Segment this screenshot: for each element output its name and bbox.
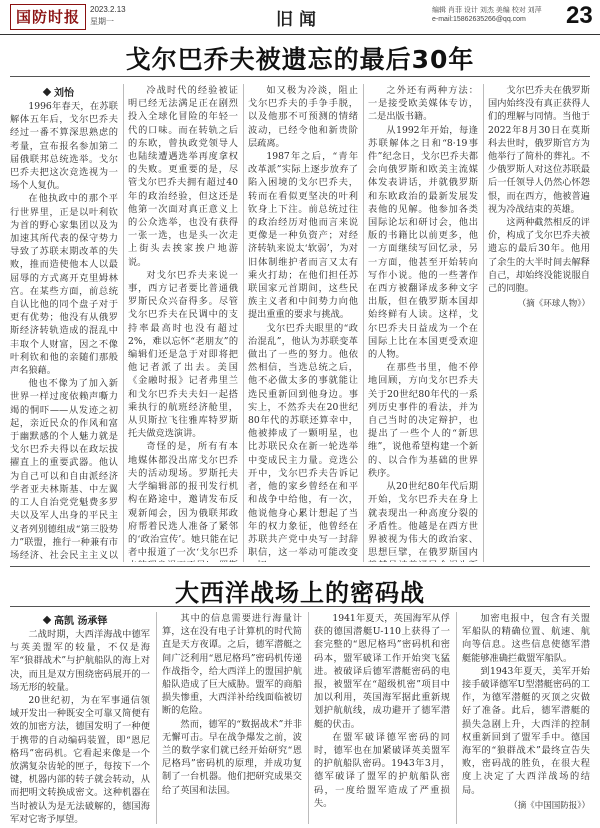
byline-diamond-icon <box>43 616 51 624</box>
page-number: 23 <box>566 2 593 29</box>
article2-byline <box>44 612 107 627</box>
article2-column-2 <box>162 612 302 824</box>
byline-diamond-icon <box>43 88 51 96</box>
article1-title-rule <box>10 76 590 77</box>
editors-credit: 编辑 肖菲 设计 刘杰 美编 校对 刘萍 <box>432 7 542 14</box>
paragraph: 然而，德军的“数据战术”并非无懈可击。早在战争爆发之前，波兰的数学家们就已经开始研究“恩尼格玛”密码机的原理，并成功复制了一台机器。他们把研究成果交给了英国和法国。 <box>162 718 302 796</box>
article2-title-rule <box>10 606 590 607</box>
section-name: 旧闻 <box>276 10 322 30</box>
paragraph: 对戈尔巴乔夫来说一事，西方记者要比普通俄罗斯民众兴奋得多。尽管戈尔巴乔夫在民调中的支持率最高时也没有超过2%，难以忘怀“老朋友”的编辑们还是急于对即将把他记者派了出去。美国《金融时报》记者弗里兰和戈尔巴乔夫夫妇一起搭乘执行的航班经济舱里，从贝斯拉飞往雅库特罗斯托夫做竞选演讲。 <box>128 269 238 440</box>
paragraph: 1987年之后，“青年改革派”实际上逐步放弃了陷入困境的戈尔巴乔夫，转而在看似更坚决的叶利钦身上下注。前总统过往的政治经历对他而言来说更像是一种负资产；对经济转轨来说太‘软弱’，为对旧体制维护者而言又太有乘火打劫；在他们担任苏联国家元首期间，这些民族主义者和中间势力向他提出重重的要求与挑战。 <box>248 151 358 321</box>
paragraph: 到1943年夏天，美军开始接手破译德军U型潜艇密码的工作，为德军潜艇的灭顶之灾做好了准备。此后，德军潜艇的损失急剧上升，大西洋的控制权重新回到了盟军手中。德国海军的“狼群战术”最终宣告失败，密码战的胜负，在很大程度上决定了大西洋战场的结局。 <box>462 665 590 796</box>
column-divider <box>243 84 244 562</box>
contact-email: e-mail:15862635266@qq.com <box>432 16 526 23</box>
article2-source: （摘《中国国防报》） <box>509 800 590 811</box>
article2-column-3 <box>314 612 450 824</box>
paragraph: 20世纪初，为在军事通信领域开发出一种既安全可靠又简便有效的加密方法，德国发明了一种便于携带的自动编码装置，即“恩尼格玛”密码机。它看起来像是一个放满复杂齿轮的匣子，每按下一个键，机器内部的转子就会转动，从而把明文转换成密文。这种机器在当时被认为是无法破解的，德国海军对它寄予厚望。 <box>10 695 150 824</box>
paragraph: 1996年春天，在苏联解体五年后，戈尔巴乔夫经过一番不算深思熟虑的考量，宣布报名参加第二届俄联邦总统选举。戈尔巴乔夫把这次竞选视为一场个人复仇。 <box>10 101 118 192</box>
issue-date: 2023.2.13 <box>90 5 126 14</box>
article1-column-4 <box>368 84 478 562</box>
paragraph: 戈尔巴乔夫眼里的“政治混乱”，他认为苏联变革做出了一些的努力。他依然相信，当选总统之后，他不必做太多的事就能让选民重新回到他身边。事实上，不然乔夫在20世纪80年代的苏联还算幸中，他被捧成了一颗明星，也比苏联民众在新一轮选举中变成民主力量。竞选公开中，戈尔巴乔夫告诉记者，他的家乡曾经在和平和战争中给他，有一次，他说他身心累计想起了当年的权力象征，他曾经在苏联共产党中央写一封辞职信，这一举动可能改变 <box>248 322 358 559</box>
paragraph: 奇怪的是，所有有本地媒体都没出席戈尔巴乔夫的活动现场。罗斯托夫大学编辑部的报刊发行机构在路途中，邀请发布反观新闻会，因为俄联邦政府帮着民选人准备了紧邻的‘政治宣传’。她只能在记者中报道了一次‘戈尔巴乔 <box>128 441 238 559</box>
column-divider <box>363 84 364 562</box>
article1-column-2 <box>128 84 238 562</box>
paragraph: 之外还有两种方法：一是接受欧美媒体专访，二是出版书籍。 <box>368 85 478 123</box>
paragraph: 加密电报中，包含有关盟军船队的精确位置、航速、航向等信息。这些信息使德军潜艇能够准确拦截盟军船队。 <box>462 613 590 664</box>
column-divider <box>456 612 457 824</box>
paragraph: 1941年夏天，英国海军从俘获的德国潜艇U-110上获得了一套完整的“恩尼格玛”密码机和密码本，盟军破译工作开始突飞猛进。被破译后德军潜艇密码的电报，被盟军在“超级机密”项目中加以利用，英国海军据此重新规划护航航线，成功避开了德军潜艇的伏击。 <box>314 613 450 730</box>
newspaper-logo: 国防时报 <box>10 4 86 30</box>
paragraph: 这两种截然相反的评价，构成了戈尔巴乔夫被遗忘的最后30年。他用了余生的大半时间去解释自己，却始终没能说服自己的同胞。 <box>488 217 590 295</box>
article2-column-1 <box>10 628 150 824</box>
article1-source: （摘《环球人物》） <box>517 299 590 310</box>
paragraph: 在盟军破译德军密码的同时，德军也在加紧破译英美盟军的护航船队密码。1943年3月，德军破译了盟军的护航船队密码，一度给盟军造成了严重损失。 <box>314 731 450 809</box>
article1-column-3 <box>248 84 358 562</box>
column-divider <box>123 84 124 562</box>
paragraph: 他也不像为了加入新世界一样过度依赖声嘶力竭的恫吓——从发迹之初起，亲近民众的作风和富于幽默感的个人魅力就是戈尔巴乔夫得以在政坛拔擢直上的重要武器。他认为自己可以和自由派经济学者亚夫林斯基、中左翼的工人自治党党魁费多罗夫以及军人出身的平民主义者列别德组成“第三股势力”联盟，推行一种兼有市场经济、社会民主主义以 <box>10 378 118 561</box>
column-divider <box>483 84 484 562</box>
article1-column-5 <box>488 84 590 562</box>
article1-author: 刘怡 <box>54 88 74 99</box>
paragraph: 其中的信息需要进行海量计算，这在没有电子计算机的时代简直是天方夜谭。之后，德军潜艇之间广泛利用“恩尼格玛”密码机传递作战指令，给大西洋上的盟国护航船队造成了巨大威胁。盟军的商船损失惨重，大西洋补给线面临被切断的危险。 <box>162 613 302 717</box>
article1-title: 戈尔巴乔夫被遗忘的最后30年 <box>125 45 475 74</box>
issue-weekday: 星期一 <box>90 17 114 26</box>
paragraph: 从1992年开始，每逢苏联解体之日和“8·19事件”纪念日，戈尔巴乔夫都会向俄罗斯和欧美主流媒体发表讲话，并就俄罗斯和东欧政治的最新发展发表他的见解。他参加各类国际论坛和研讨会，他出版的书籍比以前更多，他一方面继续写回忆录，另一方面，他甚至开始转向写作小说。他的一些著作在西方被翻译成多种文字出版，但在俄罗斯本国却始终鲜有人读。这样，戈尔巴乔夫日益成为一个在国际上比在本国更受欢迎的人物。 <box>368 124 478 361</box>
article1-column-1 <box>10 100 118 562</box>
paragraph: 戈尔巴乔夫在俄罗斯国内始终没有真正获得人们的理解与同情。当他于2022年8月30日在莫斯科去世时，俄罗斯官方为他举行了简朴的葬礼。不少俄罗斯人对这位苏联最后一任领导人仍然心怀怨恨，而在西方，他被普遍视为冷战结束的英雄。 <box>488 85 590 215</box>
paragraph: 从20世纪80年代后期开始，戈尔巴乔夫在身上就表现出一种高度分裂的矛盾性。他越是在西方世界被视为伟大的政治家、思想巨擘，在俄罗斯国内 <box>368 481 478 559</box>
article2-author: 高凯 汤承铎 <box>54 616 108 627</box>
paragraph: 在那些书里，他不停地回顾，方向戈尔巴乔夫关于20世纪80年代的一系列历史事件的看法，并为自己当时的决定辩护，也提出了一些个人的“新思维”，说他希望构建一个新的、以合作为基础的世界秩序。 <box>368 362 478 479</box>
paragraph: 如又极为冷淡，阻止戈尔巴乔夫的手争手脱，以及他那不可预测的情绪波动，已经令他和新贵阶层疏离。 <box>248 85 358 149</box>
masthead <box>0 0 600 35</box>
column-divider <box>156 612 157 824</box>
paragraph: 二战时期，大西洋海战中德军与英美盟军的较量，不仅是海军“狼群战术”与护航船队的海上对决，而且是双方围绕密码展开的一场无形的较量。 <box>10 629 150 693</box>
article-separator <box>10 566 590 567</box>
article2-column-4 <box>462 612 590 824</box>
article1-byline <box>44 84 74 99</box>
paragraph: 冷战时代的经验被证明已经无法满足正在剧烈投入全球化冒险的年轻一代的口味。而在转轨之后的东欧，曾执政党领导人也陆续遭遇选举再度拿权的失败。更重要的是，尽管戈尔巴乔夫拥有超过40年的政治经验，但这还是他第一次面对真正意义上的公众选举，也没有获得一张一选，也是头一次走上街头去挨家挨户地游说。 <box>128 85 238 268</box>
paragraph: 在他执政中的那个平行世界里，正是以叶利钦为首的野心家集团以及为加速其所代表的保守势力导致了苏联末期改革的失败，推而造使他本人以最屈辱的方式离开克里姆林宫。在某些方面，前总统自认比他的同个盘子对于更有优势；他没有从俄罗斯经济转轨造成的混乱中丰取个人财富，因之不像叶利钦和他的亲随们那般声名狼藉。 <box>10 193 118 377</box>
article2-title: 大西洋战场上的密码战 <box>175 579 425 607</box>
column-divider <box>308 612 309 824</box>
